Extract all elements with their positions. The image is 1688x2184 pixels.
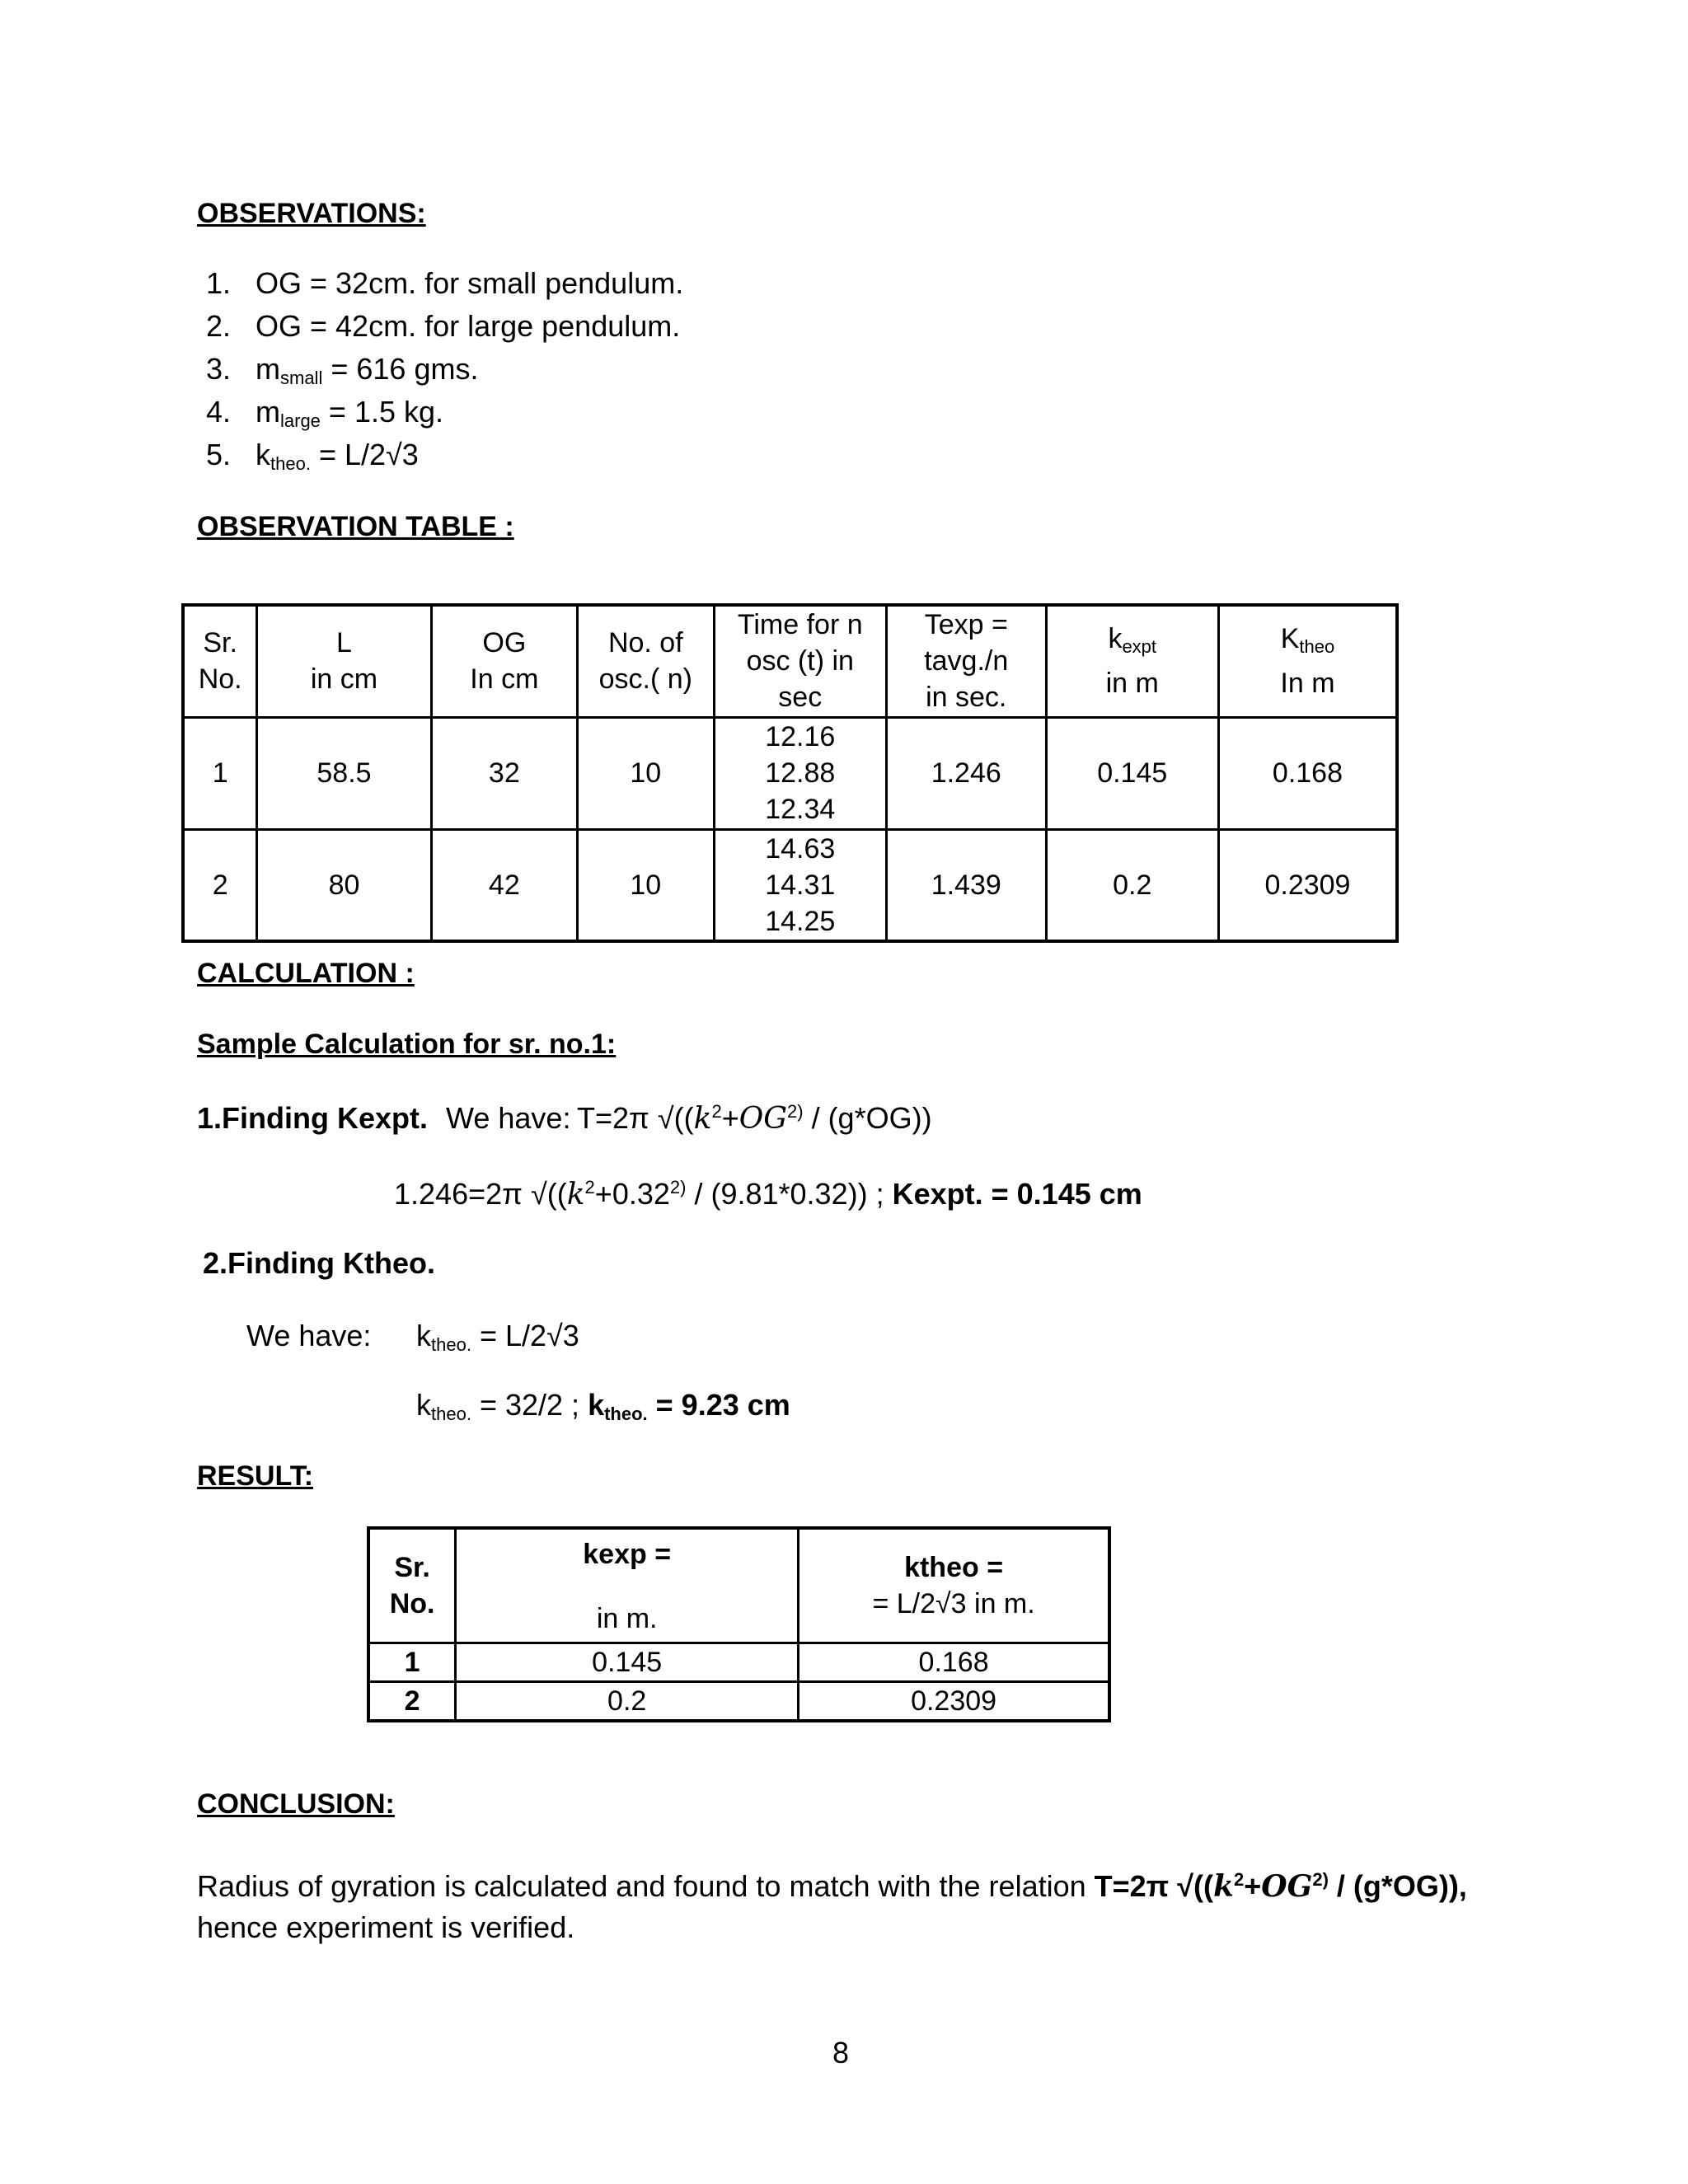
conclusion-heading: CONCLUSION: [197, 1788, 395, 1820]
cell-texp: 1.246 [886, 717, 1046, 829]
finding-kexpt-line: 1.Finding Kexpt. We have: [197, 1101, 571, 1135]
header-ktheo: $K_{theo}$ In m [1218, 605, 1397, 717]
table-row [183, 829, 1397, 941]
table-row [368, 1643, 1109, 1682]
calculation-heading: CALCULATION : [197, 958, 415, 989]
cell-l: 80 [257, 829, 431, 941]
cell-ktheo: 0.168 [1218, 717, 1397, 829]
cell-osc: 10 [578, 829, 715, 941]
observations-heading: OBSERVATIONS: [197, 198, 426, 229]
result-header-kexp: kexp = in m. [456, 1528, 799, 1643]
finding-ktheo-label: 2.Finding Ktheo. [203, 1246, 435, 1280]
header-osc: No. of osc.( n) [578, 605, 715, 717]
observation-table-heading: OBSERVATION TABLE : [197, 511, 514, 542]
cell-times: 14.63 14.31 14.25 [714, 829, 886, 941]
table-header-row [368, 1528, 1109, 1643]
list-item: 5. $k_{theo.} = L/2√3$ [206, 438, 419, 474]
observation-table [181, 603, 1399, 943]
conclusion-formula: T=2π $√((k^2+OG^{2)} / (g*OG))$, [1094, 1869, 1467, 1904]
we-have-label: We have: [246, 1319, 372, 1352]
page-number: 8 [832, 2036, 850, 2069]
finding-kexpt-label: 1.Finding Kexpt. [197, 1101, 429, 1135]
result-table [367, 1526, 1111, 1722]
header-time: Time for n osc (t) in sec [714, 605, 886, 717]
kexpt-substitution: 1.246=2π $√((k^2+0.32^{2)} / (9.81*0.32))$ ; Kexpt. = 0.145 cm [394, 1177, 1142, 1212]
cell-times: 12.16 12.88 12.34 [714, 717, 886, 829]
list-item: 4. $m_{large} = 1.5$ kg. [206, 395, 444, 431]
header-og: OG In cm [431, 605, 577, 717]
cell-og: 32 [431, 717, 577, 829]
observations-list [198, 262, 683, 476]
cell-kexpt: 0.2 [1046, 829, 1218, 941]
list-item: 1. OG = 32cm. for small pendulum. [206, 266, 684, 300]
cell-l: 58.5 [257, 717, 431, 829]
kexpt-result: Kexpt. = 0.145 cm [892, 1177, 1142, 1211]
list-item: 3. $m_{small} = 616$ gms. [206, 352, 479, 388]
result-cell-sr: 2 [368, 1682, 456, 1722]
header-l: L in cm [257, 605, 431, 717]
result-cell-kexp: 0.145 [456, 1643, 799, 1682]
list-item: 2. OG = 42cm. for large pendulum. [206, 309, 681, 343]
table-header-row [183, 605, 1397, 717]
result-header-ktheo: ktheo = = L/2√3 in m. [799, 1528, 1109, 1643]
result-header-sr: Sr. No. [368, 1528, 456, 1643]
header-sr: Sr. No. [183, 605, 257, 717]
ktheo-calculation: $k_{theo.} = 32/2$ ; $k_{theo.} = 9.23$ cm [416, 1388, 790, 1424]
cell-sr: 1 [183, 717, 257, 829]
cell-ktheo: 0.2309 [1218, 829, 1397, 941]
period-formula: T=2π $√((k^2+OG^{2)} / (g*OG))$ [577, 1101, 932, 1136]
cell-osc: 10 [578, 717, 715, 829]
cell-sr: 2 [183, 829, 257, 941]
cell-texp: 1.439 [886, 829, 1046, 941]
result-cell-kexp: 0.2 [456, 1682, 799, 1722]
ktheo-formula: $k_{theo.} = L/2√3$ [416, 1319, 579, 1355]
result-cell-ktheo: 0.2309 [799, 1682, 1109, 1722]
table-row [183, 717, 1397, 829]
cell-kexpt: 0.145 [1046, 717, 1218, 829]
conclusion-text: Radius of gyration is calculated and found to match with the relation T=2π $√((k^2+OG^{2)} / (g*OG))$, hence experiment is verified. [197, 1869, 1467, 1944]
result-cell-sr: 1 [368, 1643, 456, 1682]
header-texp: Texp = tavg./n in sec. [886, 605, 1046, 717]
header-kexpt: $k_{expt}$ in m [1046, 605, 1218, 717]
cell-og: 42 [431, 829, 577, 941]
result-heading: RESULT: [197, 1460, 314, 1492]
table-row [368, 1682, 1109, 1722]
result-cell-ktheo: 0.168 [799, 1643, 1109, 1682]
ktheo-result: = 9.23 cm [647, 1388, 790, 1422]
sample-calculation-heading: Sample Calculation for sr. no.1: [197, 1029, 617, 1060]
